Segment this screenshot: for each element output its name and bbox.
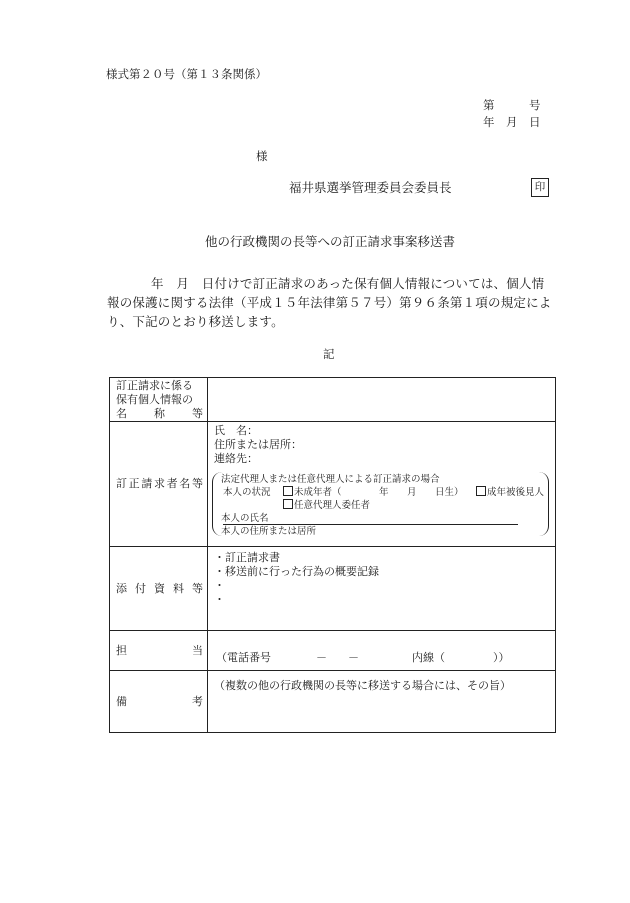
- ki-heading: 記: [323, 347, 335, 361]
- value-remarks[interactable]: [208, 671, 556, 733]
- body-paragraph: 年 月 日付けで訂正請求のあった保有個人情報については、個人情報の保護に関する法律（平成１５年法律第５７号）第９６条第１項の規定により、下記のとおり移送します。: [107, 276, 552, 329]
- table-row: [110, 547, 556, 631]
- principal-name-field[interactable]: 本人の氏名: [221, 513, 269, 524]
- value-personal-info-name[interactable]: [208, 378, 556, 422]
- requester-address-field: 住所または居所：: [214, 438, 302, 451]
- table-row: [110, 631, 556, 671]
- extension-label: 内線（: [412, 650, 445, 664]
- form-number: 様式第２０号（第１３条関係）: [106, 67, 267, 81]
- value-attachments[interactable]: [208, 547, 556, 631]
- sender-title: 福井県選挙管理委員会委員長: [289, 180, 452, 195]
- transfer-form-table: [109, 377, 556, 733]
- document-date: 年 月 日: [483, 115, 541, 129]
- addressee: 様: [256, 149, 268, 163]
- minor-checkbox[interactable]: [283, 486, 293, 496]
- list-item: ・移送前に行った行為の概要記録: [214, 565, 379, 578]
- adult-ward-checkbox[interactable]: [476, 486, 486, 496]
- principal-address-field[interactable]: 本人の住所または居所: [221, 526, 317, 537]
- value-requester[interactable]: [208, 422, 556, 547]
- label-contact-person: 担 当: [110, 631, 208, 671]
- table-row: [110, 378, 556, 422]
- table-row: [110, 422, 556, 547]
- label-personal-info-name: 訂正請求に係る 保有個人情報の 名 称 等: [110, 378, 208, 422]
- list-item: ・訂正請求書: [214, 551, 280, 564]
- requester-name-field: 氏 名：: [214, 424, 258, 437]
- document-number: 第 号: [483, 98, 541, 112]
- list-item: ・: [214, 593, 225, 606]
- label-remarks: 備 考: [110, 671, 208, 733]
- remarks-note: （複数の他の行政機関の長等に移送する場合には、その旨）: [214, 679, 511, 692]
- value-contact-person[interactable]: （電話番号 － － 内線（ ））: [208, 631, 556, 671]
- seal-mark: 印: [531, 178, 549, 197]
- table-row: [110, 671, 556, 733]
- label-requester: 訂 正 請 求 者 名 等: [110, 422, 208, 547]
- representative-box: 法定代理人または任意代理人による訂正請求の場合 本人の状況 未成年者（ 年 月 日生） 成年被後見人 任意代理人委任者 本人の氏名 本人の住所または居所: [212, 472, 549, 536]
- list-item: ・: [214, 579, 225, 592]
- phone-label: （電話番号: [216, 650, 271, 664]
- label-attachments: 添 付 資 料 等: [110, 547, 208, 631]
- agent-checkbox[interactable]: [283, 499, 293, 509]
- document-title: 他の行政機関の長等への訂正請求事案移送書: [205, 234, 456, 249]
- requester-contact-field: 連絡先：: [214, 452, 258, 465]
